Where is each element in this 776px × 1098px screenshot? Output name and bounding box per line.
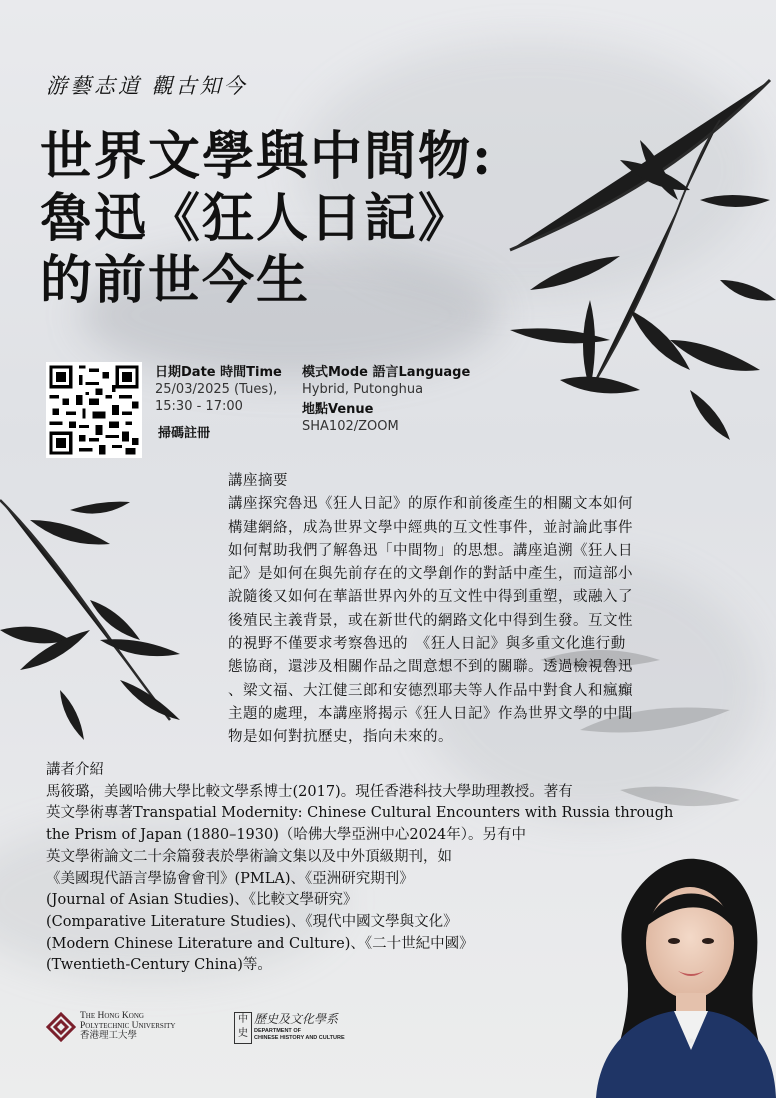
speaker-heading: 講者介紹 [46,762,104,778]
dept-name-en [254,1028,345,1042]
footer-logos [46,1008,446,1048]
abstract-section [228,470,756,750]
polyu-name-line2: Polytechnic University [80,1021,176,1031]
abstract-line: 態協商，還涉及相關作品之間意想不到的關聯。透過檢視魯迅 [228,659,633,676]
mode-language-value: Hybrid, Putonghua [302,382,424,397]
abstract-line: 講座探究魯迅《狂人日記》的原作和前後產生的相關文本如何 [228,496,633,513]
abstract-line: 物是如何對抗歷史，指向未來的。 [228,729,453,746]
title-line-3: 的前世今生 [40,250,311,311]
registration-qr-code[interactable] [46,362,142,458]
event-date: 25/03/2025 (Tues), [155,382,278,397]
abstract-line: 說隨後又如何在華語世界內外的互文性中得到重塑，或融入了 [228,589,633,606]
dept-name-zh: 歷史及文化學系 [254,1012,339,1026]
qr-register-label[interactable]: 掃碼註冊 [158,426,211,441]
abstract-line: 構建網絡，成為世界文學中經典的互文性事件，並討論此事件 [228,519,633,536]
abstract-heading: 講座摘要 [228,473,288,489]
abstract-line: 主題的處理，本講座將揭示《狂人日記》作為世界文學的中間 [228,705,633,722]
speaker-bio-line: (Modern Chinese Literature and Culture)、《二十世紀中國》 [46,935,474,952]
abstract-line: 如何幫助我們了解魯迅「中間物」的思想。講座追溯《狂人日 [228,542,633,559]
bamboo-top-right-decoration [470,60,776,440]
polyu-logo-icon [46,1012,76,1042]
title-line-1: 世界文學與中間物: [40,126,494,187]
abstract-line: 後殖民主義背景，或在新世代的網路文化中得到生發。互文性 [228,612,633,629]
mode-language-label: 模式Mode 語言Language [302,365,471,380]
dept-name-en-line2: CHINESE HISTORY AND CULTURE [254,1035,345,1041]
speaker-bio-line: 英文學術論文二十余篇發表於學術論文集以及中外頂級期刊，如 [46,848,452,865]
speaker-bio-line: 英文學術專著Transpatial Modernity: Chinese Cultural Encounters with Russia through [46,805,674,822]
title-line-2: 魯迅《狂人日記》 [40,188,473,249]
venue-label: 地點Venue [302,402,374,417]
speaker-bio-line: (Twentieth-Century China)等。 [46,957,272,974]
calligraphy-slogan: 游藝志道 觀古知今 [46,74,248,98]
date-time-block [155,364,295,415]
speaker-bio-line: 《美國現代語言學協會會刊》(PMLA)、《亞洲研究期刊》 [46,870,414,887]
event-title [40,126,493,312]
bamboo-left-decoration [0,480,240,740]
speaker-photo [586,845,776,1098]
speaker-bio-line: the Prism of Japan (1880–1930)（哈佛大學亞洲中心2024年）。另有中 [46,827,527,844]
venue-value: SHA102/ZOOM [302,419,399,434]
event-time: 15:30 - 17:00 [155,399,243,414]
polyu-wordmark [80,1011,175,1041]
abstract-line: 的視野不僅要求考察魯迅的 《狂人日記》與多重文化進行動 [228,636,626,653]
abstract-line: 記》是如何在與先前存在的文學創作的對話中產生，而這部小 [228,566,633,583]
polyu-name-line1: The Hong Kong [80,1011,144,1021]
speaker-bio-line: (Journal of Asian Studies)、《比較文學研究》 [46,892,358,909]
date-time-label: 日期Date 時間Time [155,365,282,380]
speaker-bio-line: (Comparative Literature Studies)、《現代中國文學與文化》 [46,913,458,930]
mode-venue-block [302,364,502,435]
abstract-line: 、梁文福、大江健三郎和安德烈耶夫等人作品中對食人和瘋癲 [228,682,633,699]
dept-seal-icon: 中史 [234,1012,252,1044]
speaker-bio-line: 馬筱璐，美國哈佛大學比較文學系博士(2017)。現任香港科技大學助理教授。著有 [46,783,573,800]
dept-name-en-line1: DEPARTMENT OF [254,1028,301,1034]
polyu-name-zh: 香港理工大學 [80,1031,138,1041]
